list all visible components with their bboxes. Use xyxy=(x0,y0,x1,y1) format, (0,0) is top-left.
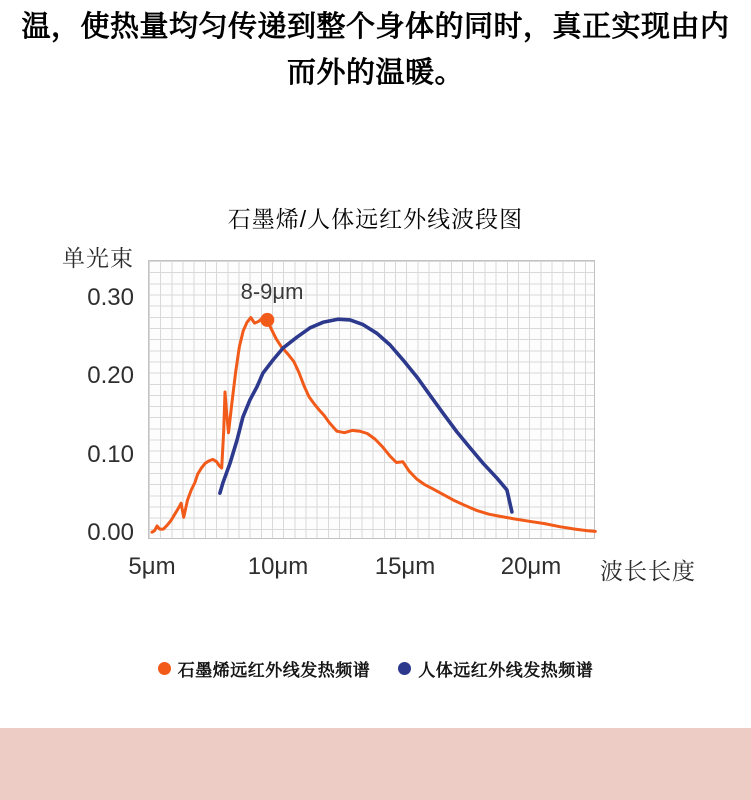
intro-line-1: 温，使热量均匀传递到整个身体的同时，真正实现由内 xyxy=(21,11,730,43)
orange-dot-icon xyxy=(158,662,171,675)
curve-graphene xyxy=(152,318,595,533)
peak-marker-dot xyxy=(260,313,274,327)
y-axis-label: 单光束 xyxy=(62,245,134,271)
y-tick-000: 0.00 xyxy=(87,519,134,546)
y-tick-020: 0.20 xyxy=(87,362,134,389)
chart-legend xyxy=(0,656,751,681)
intro-line-2: 而外的温暖。 xyxy=(286,57,464,89)
x-tick-15um: 15μm xyxy=(374,553,436,580)
legend-label-human: 人体远红外线发热频谱 xyxy=(418,661,594,680)
legend-label-graphene: 石墨烯远红外线发热频谱 xyxy=(177,661,371,680)
x-tick-20um: 20μm xyxy=(500,553,562,580)
y-tick-030: 0.30 xyxy=(87,284,134,311)
y-tick-010: 0.10 xyxy=(87,441,134,468)
x-tick-5um: 5μm xyxy=(128,553,176,580)
curve-human xyxy=(220,319,512,512)
legend-item-graphene xyxy=(158,656,371,681)
x-axis-label: 波长长度 xyxy=(600,558,696,584)
peak-annotation: 8-9μm xyxy=(240,279,304,304)
footer-color-block xyxy=(0,728,751,800)
intro-paragraph xyxy=(0,4,751,96)
legend-item-human xyxy=(398,656,593,681)
navy-dot-icon xyxy=(398,662,411,675)
chart-title: 石墨烯/人体远红外线波段图 xyxy=(227,206,524,232)
x-tick-10um: 10μm xyxy=(247,553,309,580)
